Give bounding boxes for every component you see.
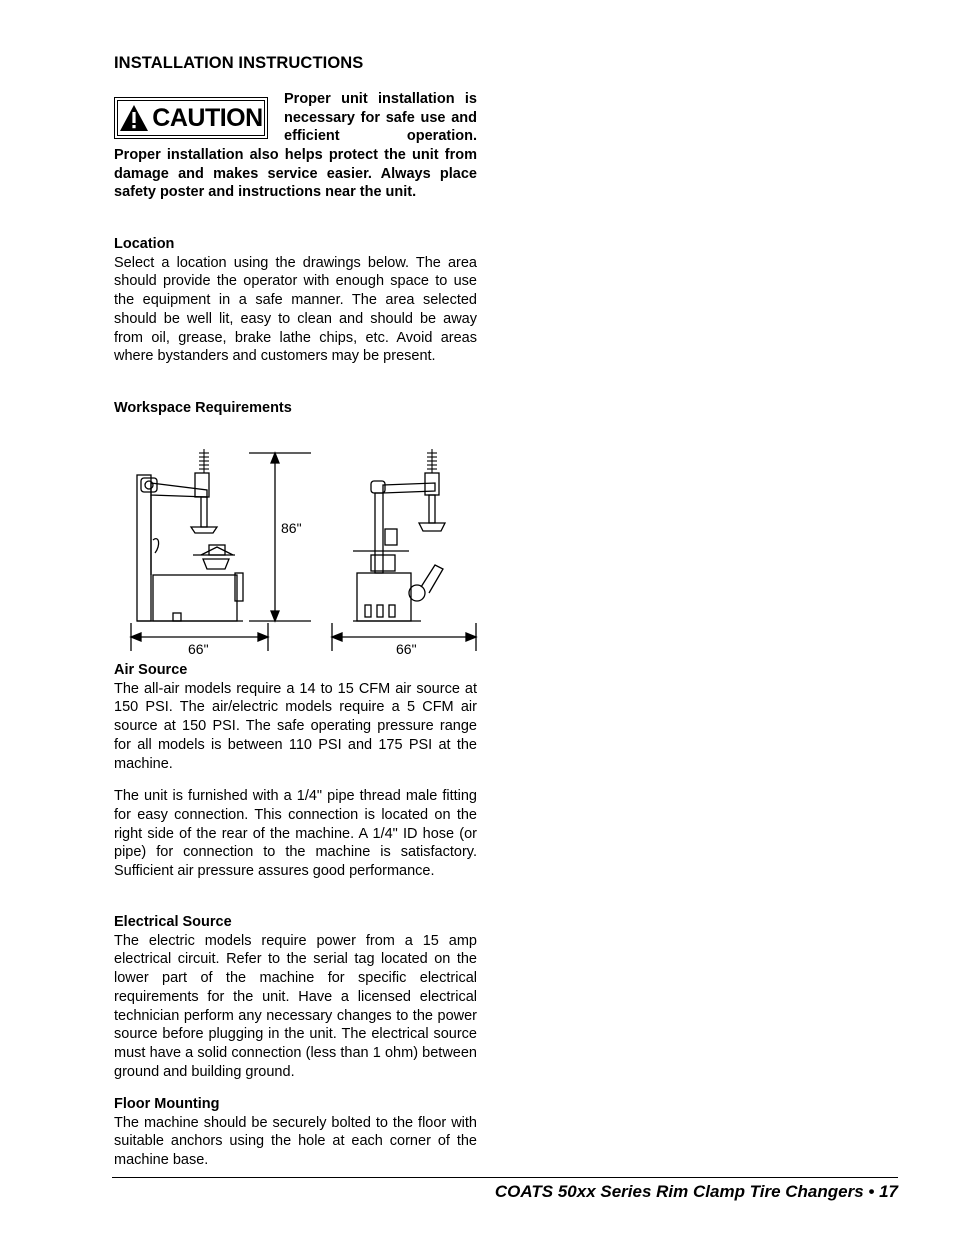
floor-title: Floor Mounting bbox=[114, 1096, 220, 1112]
front-view-machine bbox=[353, 449, 445, 621]
side-width-label: 66" bbox=[188, 641, 209, 657]
footer-divider bbox=[112, 1177, 898, 1178]
height-label: 86" bbox=[281, 520, 302, 536]
side-view-machine bbox=[137, 449, 243, 621]
floor-body: The machine should be securely bolted to the floor with suitable anchors using the hole at each corner of the machine base. bbox=[114, 1114, 477, 1169]
air-body-1: The all-air models require a 14 to 15 CFM air source at 150 PSI. The air/electric models require a 5 CFM air source at 150 PSI. The safe operating pressure range for all models is between 110 PSI and 175 PSI at the machine. bbox=[114, 680, 477, 772]
air-body-2: The unit is furnished with a 1/4" pipe thread male fitting for easy connection. This connection is located on the right side of the rear of the machine. A 1/4" ID hose (or pipe) for connection to the machine is satisfactory. Sufficient air pressure assures good performance. bbox=[114, 788, 477, 880]
height-dimension bbox=[249, 453, 311, 621]
location-section bbox=[114, 235, 477, 366]
width-dimensions bbox=[131, 623, 476, 651]
air-title: Air Source bbox=[114, 662, 188, 678]
caution-label: CAUTION bbox=[152, 103, 263, 132]
workspace-diagram bbox=[125, 445, 480, 660]
electrical-title: Electrical Source bbox=[114, 914, 232, 930]
floor-section bbox=[114, 1095, 477, 1170]
caution-lead-text: Proper unit installation is necessary for safe use and efficient operation. bbox=[284, 91, 477, 145]
air-section bbox=[114, 661, 477, 881]
caution-body-text: Proper installation also helps protect the unit from damage and makes service easier. Always place safety poster and instructions near the unit. bbox=[114, 147, 477, 201]
electrical-body: The electric models require power from a 15 amp electrical circuit. Refer to the serial tag located on the lower part of the machine for specific electrical requirements for the unit. Have a licensed electrical technician perform any necessary changes to the power source before plugging in the unit. The electrical source must have a solid connection (less than 1 ohm) between ground and building ground. bbox=[114, 932, 477, 1080]
location-title: Location bbox=[114, 236, 175, 252]
workspace-section bbox=[114, 399, 477, 418]
location-body: Select a location using the drawings below. The area should provide the operator with enough space to use the equipment in a safe manner. The area selected should be well lit, easy to clean and should be away from oil, grease, brake lathe chips, etc. Avoid areas where bystanders and customers may be present. bbox=[114, 254, 477, 365]
warning-triangle-icon bbox=[119, 104, 149, 132]
caution-badge bbox=[114, 97, 268, 139]
page-heading: INSTALLATION INSTRUCTIONS bbox=[114, 54, 364, 72]
page-footer: COATS 50xx Series Rim Clamp Tire Changers • 17 bbox=[494, 1182, 898, 1201]
tire-changer-drawing bbox=[125, 445, 480, 660]
front-width-label: 66" bbox=[396, 641, 417, 657]
workspace-title: Workspace Requirements bbox=[114, 400, 292, 416]
electrical-section bbox=[114, 913, 477, 1081]
